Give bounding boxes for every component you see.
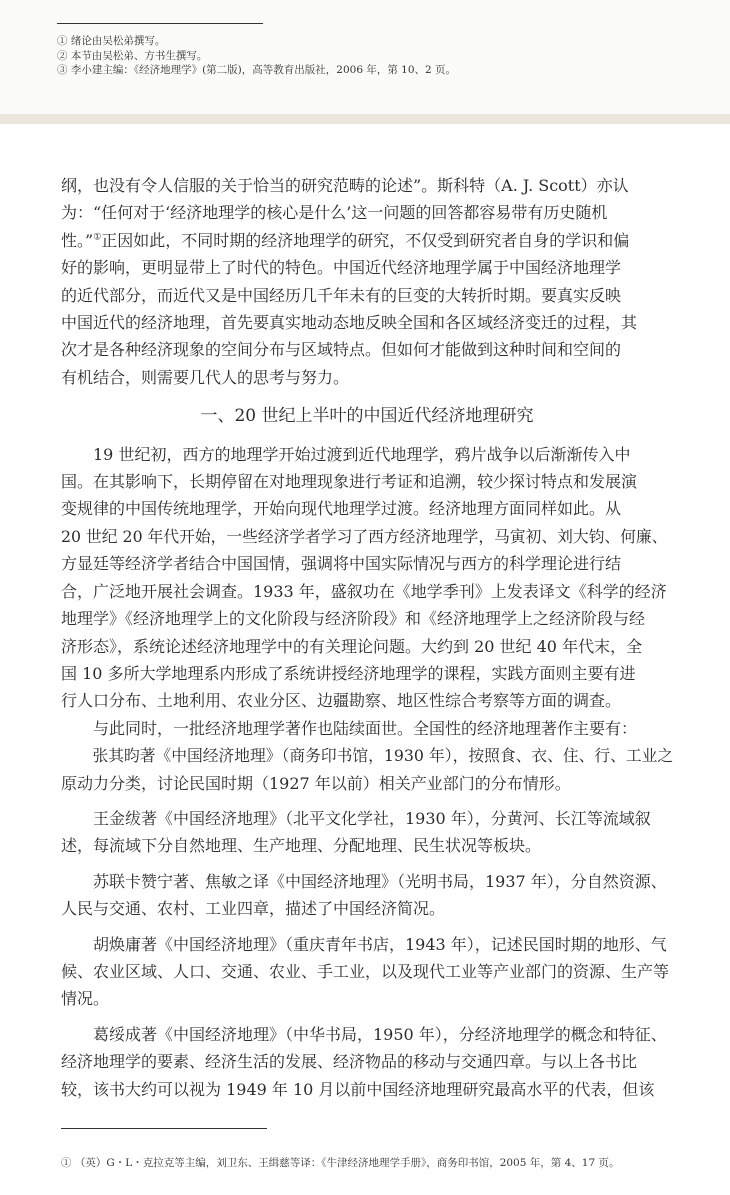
top-footnote-2: ② 本节由吴松弟、方书生撰写。 <box>57 49 208 62</box>
previous-page-fragment <box>0 0 730 114</box>
text-line: 原动力分类，讨论民国时期（1927 年以前）相关产业部门的分布情形。 <box>61 773 571 793</box>
text-line: 合，广泛地开展社会调查。1933 年，盛叙功在《地学季刊》上发表译文《科学的经济 <box>61 581 667 601</box>
text-line: 较，该书大约可以视为 1949 年 10 月以前中国经济地理研究最高水平的代表，但该 <box>61 1079 655 1099</box>
text-line: 济形态》，系统论述经济地理学中的有关理论问题。大约到 20 世纪 40 年代末，全 <box>61 636 643 656</box>
intro-paragraph <box>61 172 673 391</box>
text-line: 述，每流域下分自然地理、生产地理、分配地理、民生状况等板块。 <box>61 836 542 856</box>
top-footnotes <box>57 34 717 78</box>
text-line: 胡焕庸著《中国经济地理》（重庆青年书店，1943 年），记述民国时期的地形、气 <box>93 934 667 954</box>
text-line: 纲，也没有令人信服的关于恰当的研究范畴的论述”。斯科特（A. J. Scott）亦认 <box>61 176 629 195</box>
text-line: 葛绥成著《中国经济地理》（中华书局，1950 年），分经济地理学的概念和特征、 <box>93 1024 667 1044</box>
paragraph-4 <box>61 805 673 860</box>
footnote-divider <box>61 1128 267 1129</box>
paragraph-7 <box>61 1021 673 1103</box>
paragraph-5 <box>61 868 673 923</box>
text-line: 行人口分布、土地利用、农业分区、边疆勘察、地区性综合考察等方面的调查。 <box>61 691 622 711</box>
text-line: 张其昀著《中国经济地理》（商务印书馆，1930 年），按照食、衣、住、行、工业之 <box>92 746 673 766</box>
text-line: 有机结合，则需要几代人的思考与努力。 <box>61 367 350 387</box>
text-line: 王金绂著《中国经济地理》（北平文化学社，1930 年），分黄河、长江等流域叙 <box>93 808 651 828</box>
page-body <box>61 172 673 1103</box>
text-line: 地理学》《经济地理学上的文化阶段与经济阶段》和《经济地理学上之经济阶段与经 <box>61 609 646 629</box>
text-line: 国。在其影响下，长期停留在对地理现象进行考证和追溯，较少探讨特点和发展演 <box>61 472 638 492</box>
paragraph-3 <box>61 742 673 797</box>
text-line: 国 10 多所大学地理系内形成了系统讲授经济地理学的课程，实践方面则主要有进 <box>61 663 636 683</box>
top-footnote-1: ① 绪论由吴松弟撰写。 <box>57 35 166 47</box>
text-line: 变规律的中国传统地理学，开始向现代地理学过渡。经济地理方面同样如此。从 <box>61 499 622 519</box>
bottom-footnote: ① （英）G・L・克拉克等主编，刘卫东、王缉慈等译：《牛津经济地理学手册》，商务印书馆，2005 年，第 4、17 页。 <box>61 1157 620 1169</box>
text-line: 好的影响，更明显带上了时代的特色。中国近代经济地理学属于中国经济地理学 <box>61 258 622 278</box>
text-line: 次才是各种经济现象的空间分布与区域特点。但如何才能做到这种时间和空间的 <box>61 340 622 360</box>
paragraph-1 <box>61 441 673 715</box>
section-heading: 一、20 世纪上半叶的中国近代经济地理研究 <box>200 406 534 427</box>
text-line: 经济地理学的要素、经济生活的发展、经济物品的移动与交通四章。与以上各书比 <box>61 1052 638 1072</box>
text-line: 19 世纪初，西方的地理学开始过渡到近代地理学，鸦片战争以后渐渐传入中 <box>93 444 631 464</box>
text-line: 候、农业区域、人口、交通、农业、手工业，以及现代工业等产业部门的资源、生产等 <box>61 961 670 981</box>
text-line: 情况。 <box>61 989 110 1009</box>
text-line <box>61 227 673 254</box>
text-line: 人民与交通、农村、工业四章，描述了中国经济简况。 <box>61 899 446 919</box>
text-fragment: 性。” <box>61 230 94 250</box>
text-line: 中国近代的经济地理，首先要真实地动态地反映全国和各区域经济变迁的过程，其 <box>61 313 638 333</box>
text-fragment: 正因如此，不同时期的经济地理学的研究，不仅受到研究者自身的学识和偏 <box>101 230 630 250</box>
paragraph-6 <box>61 931 673 1013</box>
text-line: 20 世纪 20 年代开始，一些经济学者学习了西方经济地理学，马寅初、刘大钧、何廉、 <box>61 526 668 546</box>
text-line: 方显廷等经济学者结合中国国情，强调将中国实际情况与西方的科学理论进行结 <box>61 554 622 574</box>
top-footnote-3: ③ 李小建主编：《经济地理学》(第二版)，高等教育出版社，2006 年，第 10、2 页。 <box>57 64 457 76</box>
text-line: 与此同时，一批经济地理学著作也陆续面世。全国性的经济地理著作主要有： <box>93 718 638 738</box>
footnote-divider <box>57 23 263 24</box>
text-line: 为：“任何对于‘经济地理学的核心是什么’这一问题的回答都容易带有历史随机 <box>61 203 608 223</box>
page-separator <box>0 114 730 124</box>
text-line: 苏联卡赞宁著、焦敏之译《中国经济地理》（光明书局，1937 年），分自然资源、 <box>93 871 667 891</box>
text-line: 的近代部分，而近代又是中国经历几千年未有的巨变的大转折时期。要真实反映 <box>61 285 622 305</box>
footnote-ref[interactable]: ① <box>93 232 102 243</box>
paragraph-2 <box>61 715 673 742</box>
